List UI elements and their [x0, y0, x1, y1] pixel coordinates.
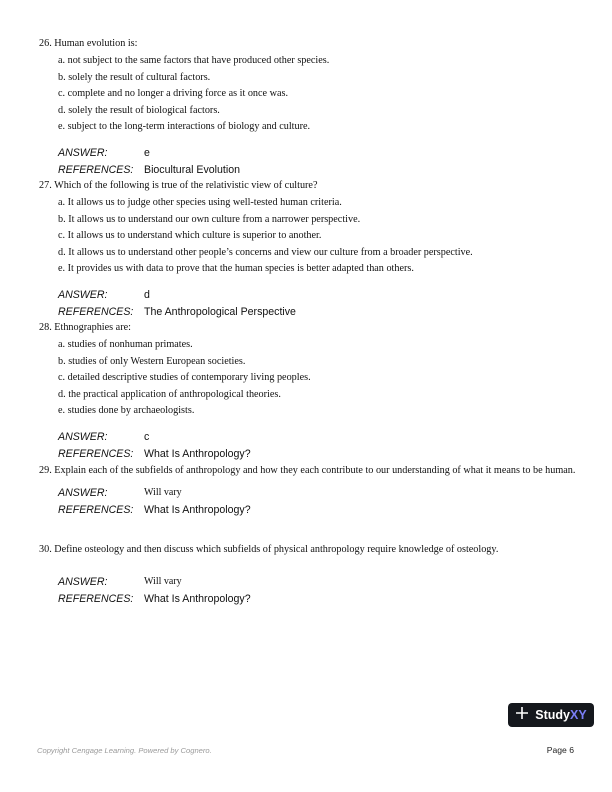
- references-row: [58, 591, 579, 608]
- option-item: e. studies done by archaeologists.: [58, 405, 195, 417]
- answer-value: Will vary: [144, 487, 182, 498]
- option-item: a. It allows us to judge other species using well-tested human criteria.: [58, 197, 342, 208]
- question-stem: 26. Human evolution is:: [39, 38, 138, 49]
- option-list: [58, 53, 579, 136]
- option-list: [58, 195, 579, 278]
- option-item: b. It allows us to understand our own culture from a narrower perspective.: [58, 213, 361, 225]
- option-item: b. studies of only Western European societies.: [58, 355, 246, 367]
- answer-label: ANSWER:: [58, 430, 108, 443]
- references-label: REFERENCES:: [58, 305, 134, 318]
- answer-block: [58, 145, 579, 178]
- references-row: [58, 162, 579, 179]
- references-label: REFERENCES:: [58, 503, 134, 516]
- option-item: c. It allows us to understand which culture is superior to another.: [58, 230, 322, 242]
- badge-text: [535, 708, 586, 722]
- option-item: c. detailed descriptive studies of contemporary living peoples.: [58, 372, 311, 384]
- option-item: a. studies of nonhuman primates.: [58, 339, 193, 350]
- question-28: [39, 321, 579, 462]
- option-item: e. subject to the long-term interactions of biology and culture.: [58, 121, 311, 133]
- references-value: Biocultural Evolution: [144, 163, 240, 176]
- references-value: The Anthropological Perspective: [144, 305, 296, 318]
- references-row: [58, 446, 579, 463]
- option-item: a. not subject to the same factors that have produced other species.: [58, 55, 330, 66]
- references-label: REFERENCES:: [58, 592, 134, 605]
- answer-value: c: [144, 430, 150, 443]
- references-row: [58, 502, 579, 519]
- references-value: What Is Anthropology?: [144, 592, 251, 605]
- answer-value: e: [144, 146, 150, 159]
- references-label: REFERENCES:: [58, 163, 134, 176]
- option-list: [58, 337, 579, 420]
- badge-text-main: Study: [535, 708, 571, 722]
- references-row: [58, 304, 579, 321]
- option-item: d. the practical application of anthropological theories.: [58, 388, 281, 400]
- answer-value: d: [144, 288, 150, 301]
- answer-block: [58, 287, 579, 320]
- question-29: [39, 464, 579, 518]
- answer-label: ANSWER:: [58, 288, 108, 301]
- answer-label: ANSWER:: [58, 576, 108, 588]
- option-item: b. solely the result of cultural factors.: [58, 71, 211, 83]
- question-stem: 29. Explain each of the subfields of anthropology and how they each contribute to our understanding of what it means to be human.: [39, 465, 576, 476]
- answer-block: [58, 429, 579, 462]
- answer-row: [58, 485, 579, 502]
- question-stem: 28. Ethnographies are:: [39, 322, 131, 333]
- plus-icon: [515, 706, 529, 724]
- studyxy-badge[interactable]: [508, 703, 594, 727]
- question-26: [39, 37, 579, 178]
- option-item: d. It allows us to understand other people’s concerns and view our culture from a broader perspective.: [58, 246, 473, 258]
- question-27: [39, 179, 579, 320]
- answer-label: ANSWER:: [58, 146, 108, 159]
- option-item: d. solely the result of biological factors.: [58, 104, 220, 116]
- footer-copyright: Copyright Cengage Learning. Powered by Cognero.: [37, 746, 212, 755]
- references-label: REFERENCES:: [58, 447, 134, 460]
- answer-value: Will vary: [144, 576, 182, 587]
- references-value: What Is Anthropology?: [144, 447, 251, 460]
- answer-label: ANSWER:: [58, 487, 108, 499]
- question-stem: 30. Define osteology and then discuss which subfields of physical anthropology require knowledge of osteology.: [39, 544, 499, 555]
- question-stem: 27. Which of the following is true of the relativistic view of culture?: [39, 180, 318, 191]
- answer-block: [58, 574, 579, 607]
- answer-row: [58, 145, 579, 162]
- answer-block: [58, 485, 579, 518]
- answer-row: [58, 574, 579, 591]
- answer-row: [58, 429, 579, 446]
- badge-text-accent: XY: [570, 708, 587, 722]
- option-item: e. It provides us with data to prove that the human species is better adapted than others.: [58, 263, 414, 275]
- references-value: What Is Anthropology?: [144, 503, 251, 516]
- page-number: Page 6: [546, 745, 574, 755]
- question-30: [39, 543, 579, 607]
- answer-row: [58, 287, 579, 304]
- option-item: c. complete and no longer a driving force as it once was.: [58, 88, 288, 100]
